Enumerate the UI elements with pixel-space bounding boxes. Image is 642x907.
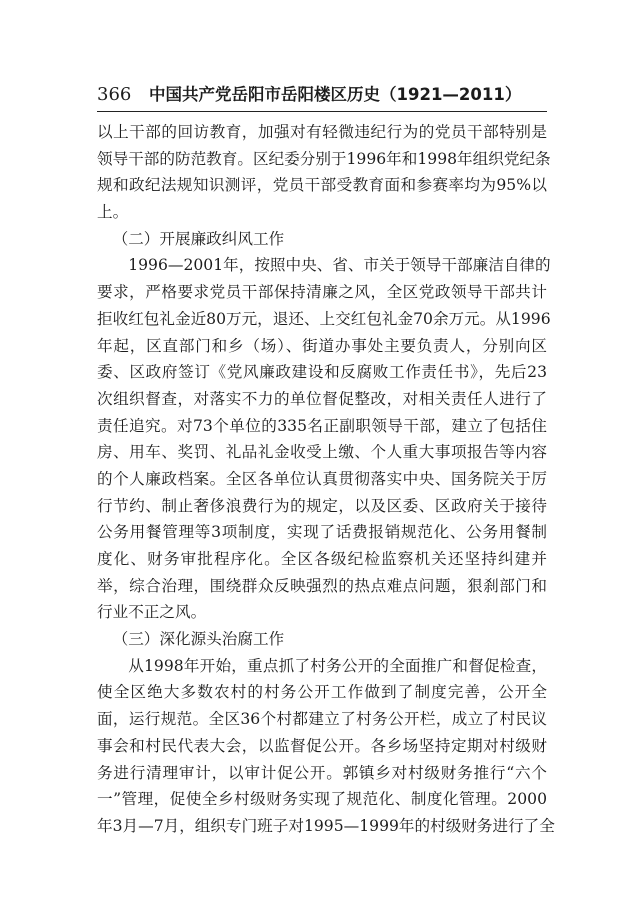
header-rule xyxy=(97,111,547,112)
section-heading: （二）开展廉政纠风工作 xyxy=(112,229,285,248)
text-line: 的个人廉政档案。全区各单位认真贯彻落实中央、国务院关于厉 xyxy=(97,469,547,488)
text-line: 上。 xyxy=(97,203,129,222)
text-line: 领导干部的防范教育。区纪委分别于1996年和1998年组织党纪条 xyxy=(97,149,551,168)
text-line: 年起，区直部门和乡（场）、街道办事处主要负责人，分别向区 xyxy=(97,336,547,355)
running-title: 中国共产党岳阳市岳阳楼区历史（1921—2011） xyxy=(149,85,522,104)
text-line: 委、区政府签订《党风廉政建设和反腐败工作责任书》，先后23 xyxy=(97,363,547,382)
text-line: 规和政纪法规知识测评，党员干部受教育面和参赛率均为95%以 xyxy=(97,176,547,195)
text-line: 使全区绝大多数农村的村务公开工作做到了制度完善，公开全 xyxy=(97,683,547,702)
text-line: 房、用车、奖罚、礼品礼金收受上缴、个人重大事项报告等内容 xyxy=(97,443,547,462)
body-text xyxy=(97,119,555,840)
text-line: 事会和村民代表大会，以监督促公开。各乡场坚持定期对村级财 xyxy=(97,736,547,755)
text-line: 从1998年开始，重点抓了村务公开的全面推广和督促检查， xyxy=(128,656,547,675)
text-line: 一”管理，促使全乡村级财务实现了规范化、制度化管理。2000 xyxy=(97,790,547,809)
text-line: 次组织督查，对落实不力的单位督促整改，对相关责任人进行了 xyxy=(97,389,547,408)
text-line: 年3月—7月，组织专门班子对1995—1999年的村级财务进行了全 xyxy=(97,816,555,835)
text-line: 度化、财务审批程序化。全区各级纪检监察机关还坚持纠建并 xyxy=(97,550,547,568)
text-line: 举，综合治理，围绕群众反映强烈的热点难点问题，狠刹部门和 xyxy=(97,576,547,595)
text-line: 务进行清理审计，以审计促公开。郭镇乡对村级财务推行“六个 xyxy=(97,763,547,782)
text-line: 要求，严格要求党员干部保持清廉之风，全区党政领导干部共计 xyxy=(97,283,547,302)
text-line: 行节约、制止奢侈浪费行为的规定，以及区委、区政府关于接待 xyxy=(97,496,547,515)
page-header xyxy=(97,80,547,110)
text-line: 拒收红包礼金近80万元，退还、上交红包礼金70余万元。从1996 xyxy=(97,309,551,328)
page-number: 366 xyxy=(97,84,132,105)
text-line: 公务用餐管理等3项制度，实现了话费报销规范化、公务用餐制 xyxy=(97,523,547,542)
text-line: 面，运行规范。全区36个村都建立了村务公开栏，成立了村民议 xyxy=(97,710,547,729)
text-line: 行业不正之风。 xyxy=(97,603,207,622)
section-heading: （三）深化源头治腐工作 xyxy=(112,630,285,649)
text-line: 1996—2001年，按照中央、省、市关于领导干部廉洁自律的 xyxy=(128,256,551,275)
text-line: 责任追究。对73个单位的335名正副职领导干部，建立了包括住 xyxy=(97,416,547,435)
text-line: 以上干部的回访教育，加强对有轻微违纪行为的党员干部特别是 xyxy=(97,123,547,141)
